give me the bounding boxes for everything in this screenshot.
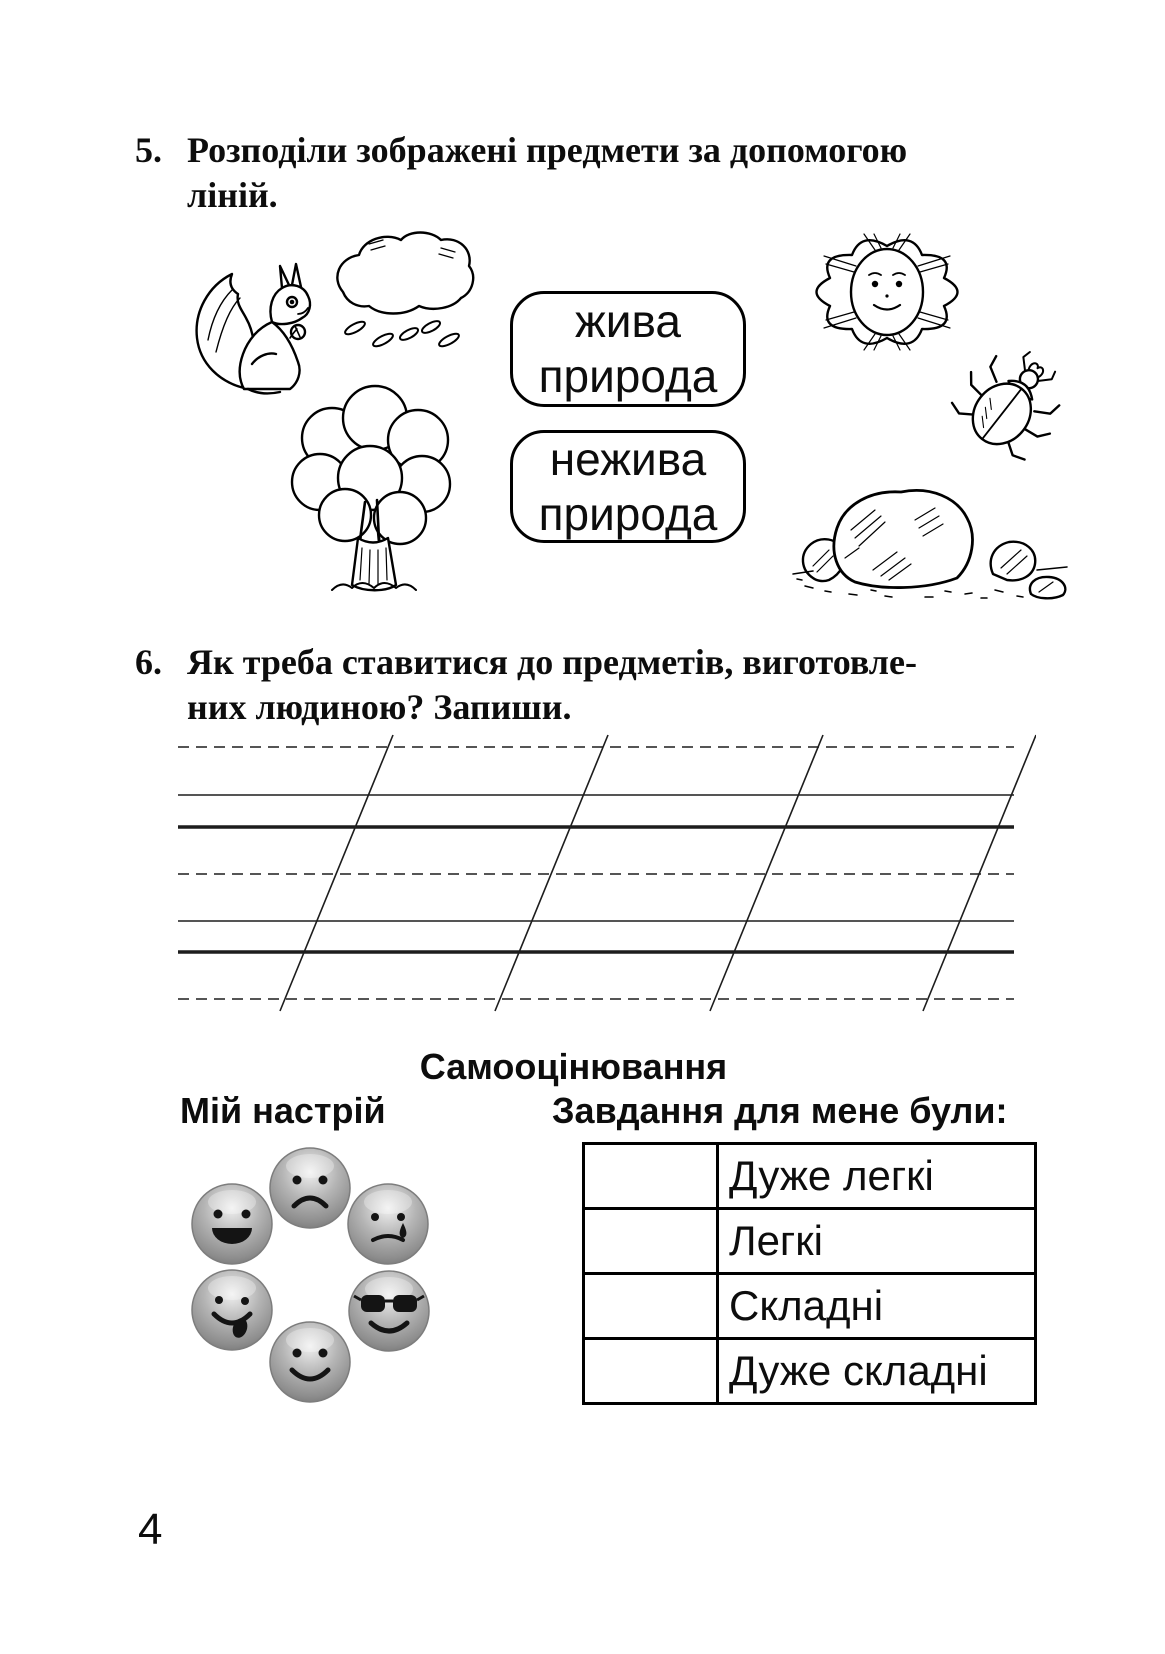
smiling-face-icon[interactable] [268, 1320, 352, 1404]
category-box-living[interactable] [510, 291, 746, 407]
table-row [585, 1207, 1034, 1272]
difficulty-checkbox-cell-2[interactable] [585, 1275, 719, 1337]
task-5-heading [135, 128, 907, 218]
task-6-text-line2: них людиною? Запиши. [187, 687, 572, 727]
tree-illustration[interactable] [280, 380, 460, 600]
category-box-nonliving[interactable] [510, 430, 746, 543]
table-row [585, 1272, 1034, 1337]
page-number: 4 [138, 1505, 163, 1554]
tongue-out-face-icon[interactable] [190, 1268, 274, 1352]
difficulty-row-label: Складні [729, 1282, 884, 1329]
task-6-number: 6. [135, 642, 162, 682]
tasks-difficulty-label: Завдання для мене були: [552, 1090, 1008, 1131]
task-5-text-line1: Розподіли зображені предмети за допомогою [187, 130, 908, 170]
writing-lines-area[interactable] [178, 733, 1036, 1017]
task-6-text [187, 640, 917, 730]
laughing-face-icon[interactable] [190, 1182, 274, 1266]
difficulty-row-label: Дуже легкі [729, 1152, 934, 1199]
sunglasses-face-icon[interactable] [347, 1269, 431, 1353]
category-box-living-line2: природа [538, 350, 718, 402]
task-5-number: 5. [135, 130, 162, 170]
rocks-illustration[interactable] [785, 470, 1075, 600]
category-box-living-line1: жива [575, 295, 681, 347]
task-6-heading [135, 640, 917, 730]
table-row [585, 1337, 1034, 1402]
category-box-nonliving-line1: нежива [549, 432, 707, 485]
sad-face-icon[interactable] [268, 1146, 352, 1230]
crying-face-icon[interactable] [346, 1182, 430, 1266]
category-box-nonliving-line2: природа [538, 487, 718, 540]
difficulty-checkbox-cell-3[interactable] [585, 1340, 719, 1402]
difficulty-checkbox-cell-0[interactable] [585, 1145, 719, 1207]
difficulty-row-label: Дуже складні [729, 1347, 988, 1394]
rain-cloud-illustration[interactable] [325, 228, 480, 355]
difficulty-checkbox-cell-1[interactable] [585, 1210, 719, 1272]
beetle-illustration[interactable] [948, 342, 1068, 464]
difficulty-row-label: Легкі [729, 1217, 823, 1264]
task-6-text-line1: Як треба ставитися до предметів, виготовле- [187, 642, 917, 682]
self-assessment-title: Самооцінювання [419, 1046, 728, 1087]
table-row [585, 1145, 1034, 1207]
mood-label: Мій настрій [180, 1090, 386, 1131]
task-5-text-line2: ліній. [187, 175, 278, 215]
difficulty-table [582, 1142, 1037, 1405]
task-5-text [187, 128, 907, 218]
